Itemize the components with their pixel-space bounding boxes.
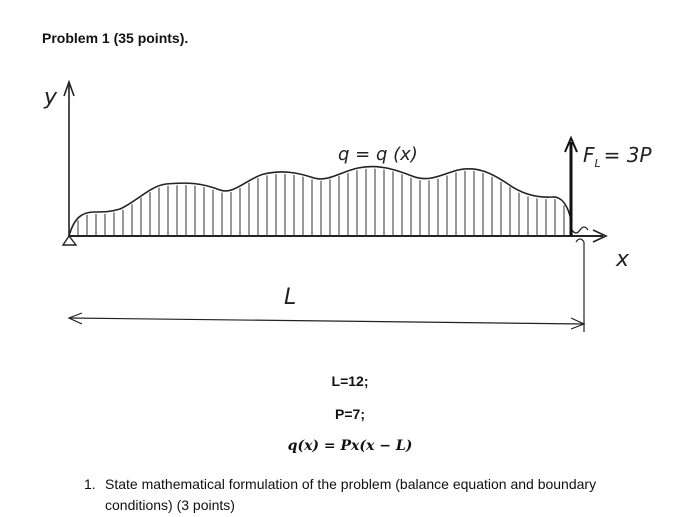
length-label: L (284, 285, 297, 310)
force-label: F (583, 143, 595, 167)
force-subscript: L (594, 157, 601, 170)
load-formula: q(x) = Px(x − L) (287, 438, 413, 454)
task-text: State mathematical formulation of the problem (balance equation and boundary conditions) (3 points) (105, 476, 597, 513)
task-number: 1. (84, 476, 96, 492)
x-axis-label: x (616, 247, 630, 272)
force-value: = 3P (603, 143, 652, 167)
task-item (84, 474, 644, 516)
load-label: q = q (x) (338, 144, 418, 165)
right-support (572, 227, 588, 242)
param-force: P=7; (335, 406, 365, 422)
beam-figure (38, 62, 663, 357)
beam-diagram (38, 62, 663, 357)
y-axis-label: y (44, 85, 58, 110)
problem-title: Problem 1 (35 points). (42, 30, 189, 46)
left-support (63, 236, 76, 245)
param-length: L=12; (331, 373, 369, 389)
svg-text:FL= 3P (583, 143, 652, 170)
length-dimension-line (69, 318, 584, 324)
